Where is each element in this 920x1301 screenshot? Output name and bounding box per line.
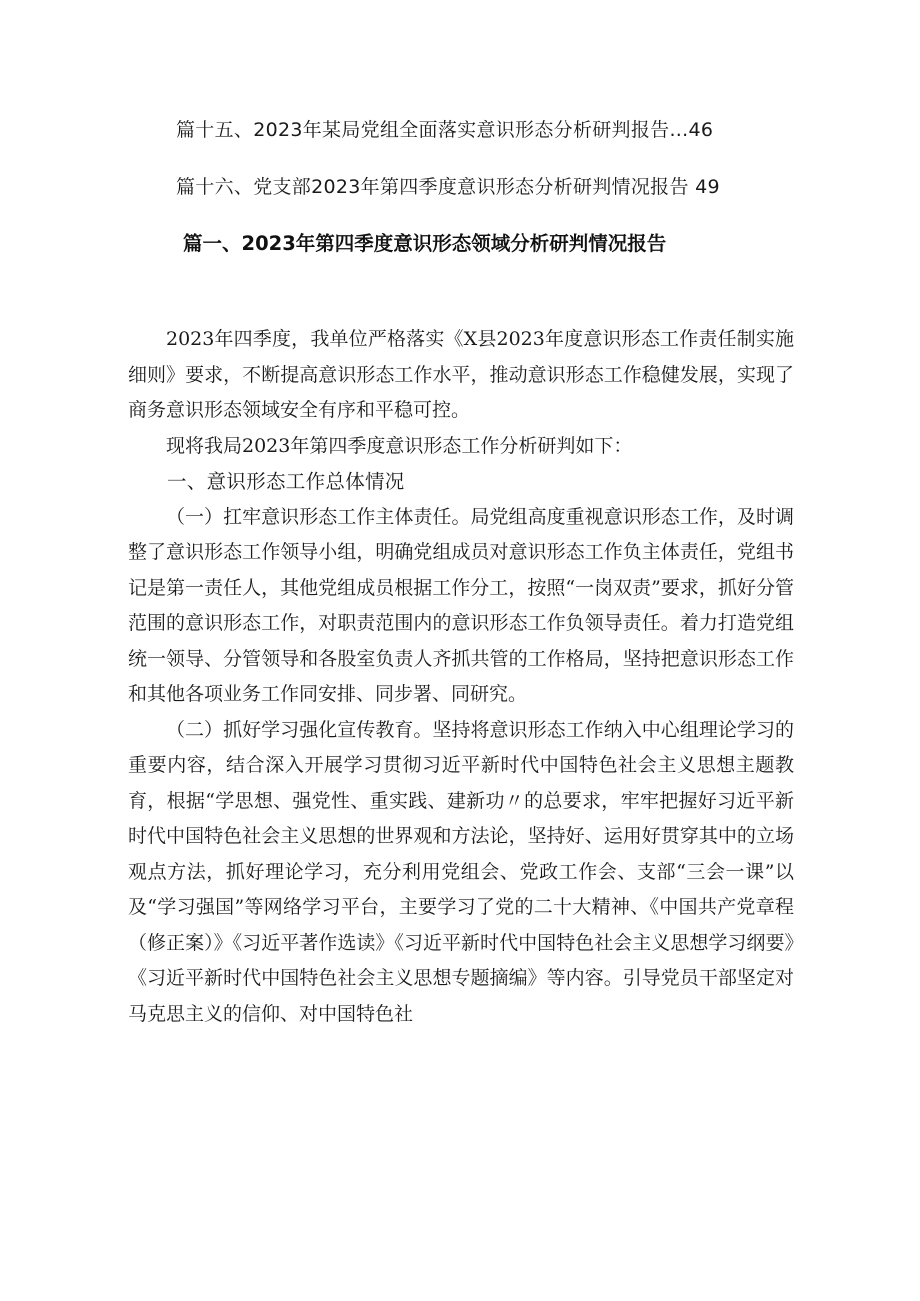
subsection-paragraph-1: （一）扛牢意识形态工作主体责任。局党组高度重视意识形态工作，及时调整了意识形态工作领导小组，明确党组成员对意识形态工作负主体责任，党组书记是第一责任人，其他党组成员根据工作分工，按照“一岗双责”要求，抓好分管范围的意识形态工作，对职责范围内的意识形态工作负领导责任。着力打造党组统一领导、分管领导和各股室负责人齐抓共管的工作格局，坚持把意识形态工作和其他各项业务工作同安排、同步署、同研究。 xyxy=(128,505,794,705)
toc-entry-15[interactable]: 篇十五、2023年某局党组全面落实意识形态分析研判报告...46 xyxy=(176,119,714,141)
intro-paragraph: 2023年四季度，我单位严格落实《X县2023年度意识形态工作责任制实施细则》要求，不断提高意识形态工作水平，推动意识形态工作稳健发展，实现了商务意识形态领域安全有序和平稳可控。 xyxy=(128,328,794,421)
article-body xyxy=(128,322,794,1032)
article-title: 篇一、2023年第四季度意识形态领域分析研判情况报告 xyxy=(183,232,667,255)
toc-entry-16[interactable]: 篇十六、党支部2023年第四季度意识形态分析研判情况报告 49 xyxy=(176,176,720,198)
section-heading: 一、意识形态工作总体情况 xyxy=(167,470,405,493)
summary-paragraph: 现将我局2023年第四季度意识形态工作分析研判如下： xyxy=(166,434,633,457)
subsection-paragraph-2: （二）抓好学习强化宣传教育。坚持将意识形态工作纳入中心组理论学习的重要内容，结合深入开展学习贯彻习近平新时代中国特色社会主义思想主题教育，根据“学思想、强党性、重实践、建新功〃的总要求，牢牢把握好习近平新时代中国特色社会主义思想的世界观和方法论，坚持好、运用好贯穿其中的立场观点方法，抓好理论学习，充分利用党组会、党政工作会、支部“三会一课”以及“学习强国”等网络学习平台，主要学习了党的二十大精神、《中国共产党章程（修正案）》《习近平著作选读》《习近平新时代中国特色社会主义思想学习纲要》《习近平新时代中国特色社会主义思想专题摘编》等内容。引导党员干部坚定对马克思主义的信仰、对中国特色社 xyxy=(128,718,794,1025)
